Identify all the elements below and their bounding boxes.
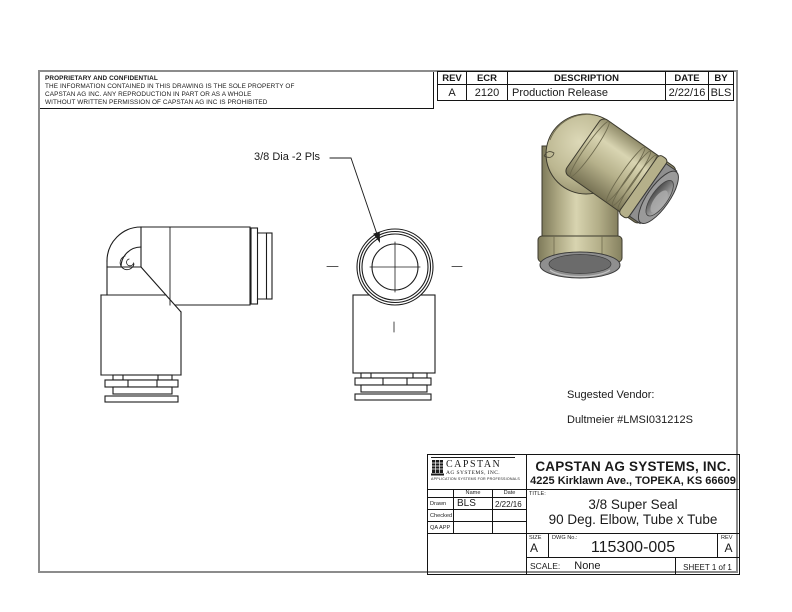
drawn-date: 2/22/16 [493,498,527,510]
vendor-label: Sugested Vendor: [567,389,655,401]
proprietary-line: THE INFORMATION CONTAINED IN THIS DRAWING IS THE SOLE PROPERTY OF [45,83,295,90]
drawing-title-line2: 90 Deg. Elbow, Tube x Tube [548,512,718,527]
size-label: SIZE [529,535,542,541]
sheet-cell: SHEET 1 of 1 [683,563,732,572]
qa-label: QA APP [428,522,454,534]
dwg-cell [549,534,718,558]
side-view [101,227,272,402]
dwg-label: DWG No.: [552,535,578,541]
drawing-title-line1: 3/8 Super Seal [588,497,678,512]
checked-label: Checked [428,510,454,522]
scale-cell [527,558,676,574]
approvals-empty-cell [428,534,527,574]
rev-col-header: REV [438,72,467,85]
rev-value: A [724,541,733,555]
rev-label: REV [721,535,733,541]
diameter-callout: 3/8 Dia -2 Pls [254,151,321,163]
company-name: CAPSTAN AG SYSTEMS, INC. [535,459,731,474]
size-cell [527,534,549,558]
proprietary-line: WITHOUT WRITTEN PERMISSION OF CAPSTAN AG INC IS PROHIBITED [45,99,268,106]
drawn-name: BLS [454,498,493,510]
desc-col-header: DESCRIPTION [508,72,666,85]
logo-cell [428,455,527,490]
front-view [327,229,462,400]
ecr-value: 2120 [467,85,508,101]
checked-name [454,510,493,522]
logo-tagline: APPLICATION SYSTEMS FOR PROFESSIONALS [431,477,521,481]
company-address: 4225 Kirklawn Ave., TOPEKA, KS 66609 [530,475,736,487]
scale-label: SCALE: [530,561,561,571]
logo-sub: AG SYSTEMS, INC. [446,470,501,476]
checked-date [493,510,527,522]
proprietary-line: CAPSTAN AG INC. ANY REPRODUCTION IN PART OR AS A WHOLE [45,91,252,98]
rev-cell [718,534,739,558]
size-value: A [530,541,539,555]
date-col-header: Date [493,490,527,498]
rev-value: A [438,85,467,101]
company-cell [527,455,739,490]
leader-line [330,158,383,244]
dwg-number: 115300-005 [590,539,676,556]
capstan-building-icon [431,459,444,476]
title-block [427,454,740,575]
title-cell [527,490,739,534]
description-value: Production Release [508,85,666,101]
name-col-header: Name [454,490,493,498]
qa-name [454,522,493,534]
vendor-value: Dultmeier #LMSI031212S [567,414,693,426]
title-label: TITLE: [529,491,546,497]
logo-name: CAPSTAN [446,459,502,470]
scale-value: None [574,560,601,572]
date-col-header: DATE [666,72,709,85]
drawn-label: Drawn [428,498,454,510]
by-value: BLS [709,85,734,101]
by-col-header: BY [709,72,734,85]
isometric-render [528,108,743,293]
date-value: 2/22/16 [666,85,709,101]
ecr-col-header: ECR [467,72,508,85]
proprietary-title: PROPRIETARY AND CONFIDENTIAL [45,75,158,82]
qa-date [493,522,527,534]
sign-corner-cell [428,490,454,498]
